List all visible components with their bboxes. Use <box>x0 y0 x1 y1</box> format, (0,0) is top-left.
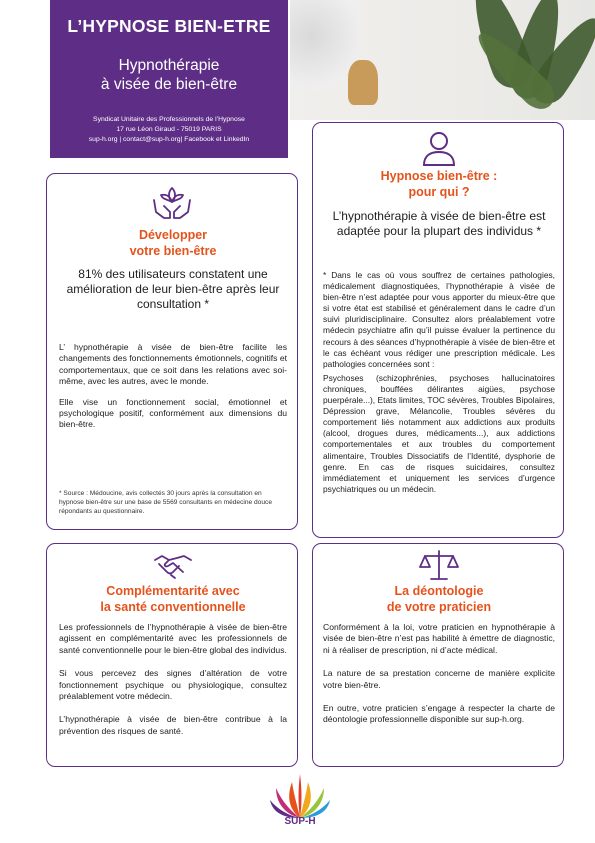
sup-h-logo-text: SUP-H <box>284 816 316 827</box>
card2-title: Hypnose bien-être : pour qui ? <box>380 169 498 199</box>
card2-body: * Dans le cas où vous souffrez de certaines pathologies, médicalement diagnostiquées, l’hypnothérapie à visée de bien-être n’est adaptée pour vous apporter du mieux-être que si votre état est stabilisé et généralement dans le cadre d’un suivi pluridisciplinaire. Consultez alors préalablement votre médecin psychiatre afin qu’il puisse évaluer la pertinence du recours à des séances d’hypnothérapie à visée de bien-être et le cas échéant vous rédiger une prescription médicale. Les pathologies concernées sont : Psychoses (schizophrénies, psychoses hallucinatoires chroniques, bouffées délirantes aigües, psychose puerpérale...), Etats limites, TOC sévères, Troubles Bipolaires, Dépression grave, Mélancolie, Troubles sévères du comportement liés notamment aux addictions aux produits (alcool, drogues dures, médicaments...), aux addictions comportementales et aux troubles du comportement alimentaire, Troubles Dissociatifs de l’Identité, dysphorie de genre. En cas de risques suicidaires, consultez immédiatement et uniquement les services d’urgence psychiatriques ou un médecin. <box>323 270 555 494</box>
vase-shape <box>348 60 378 105</box>
card-develop-wellbeing <box>46 173 298 530</box>
card-for-whom <box>312 122 564 538</box>
card-complementarity <box>46 543 298 767</box>
card-deontology <box>312 543 564 767</box>
page-title: L’HYPNOSE BIEN-ETRE <box>67 16 271 36</box>
card4-title: La déontologie de votre praticien <box>386 584 492 614</box>
card1-body: L’ hypnothérapie à visée de bien-être facilite les changements des fonctionnements émotionnels, cognitifs et comportementaux, que ce soit dans les relations avec soi-même, avec les autres, avec le monde. Elle vise un fonctionnement social, émotionnel et psychologique positif, conformément aux dimensions du bien-être. <box>59 342 287 430</box>
card3-body: Les professionnels de l’hypnothérapie à visée de bien-être agissent en complémentarité avec les professionnels de santé conventionnelle pour le bien-être global des individus. Si vous percevez des signes d’altération de votre fonctionnement psychique ou physiologique, consultez préalablement votre médecin. L’hypnothérapie à visée de bien-être contribue à la prévention des risques de santé. <box>59 622 287 736</box>
header-banner <box>50 0 288 158</box>
card2-lead: L’hypnothérapie à visée de bien-être est adaptée pour la plupart des individus * <box>332 209 546 238</box>
org-info: Syndicat Unitaire des Professionnels de l’Hypnose 17 rue Léon Giraud - 75019 PARIS sup-h.org | contact@sup-h.org| Facebook et LinkedIn <box>88 116 250 143</box>
page-subtitle: Hypnothérapie à visée de bien-être <box>100 57 238 93</box>
card3-title: Complémentarité avec la santé conventionnelle <box>100 584 246 614</box>
scales-icon <box>419 548 459 582</box>
header-photo <box>290 0 595 120</box>
person-icon <box>421 129 457 167</box>
card1-title: Développer votre bien-être <box>129 228 217 258</box>
card4-body: Conformément à la loi, votre praticien en hypnothérapie à visée de bien-être n’est pas habilité à émettre de diagnostic, ni à réaliser de prescription, ni d’acte médical. La nature de sa prestation concerne de manière explicite votre bien-être. En outre, votre praticien s’engage à respecter la charte de déontologie professionnelle disponible sur sup-h.org. <box>323 622 555 725</box>
handshake-icon <box>153 550 193 580</box>
card1-lead: 81% des utilisateurs constatent une amélioration de leur bien-être après leur consultation * <box>66 267 280 311</box>
card1-footnote: * Source : Médoucine, avis collectés 30 jours après la consultation en hypnose bien-être sur une base de 5569 consultants en médecine douce répondants au questionnaire. <box>59 490 272 515</box>
hands-leaf-icon <box>150 182 194 222</box>
